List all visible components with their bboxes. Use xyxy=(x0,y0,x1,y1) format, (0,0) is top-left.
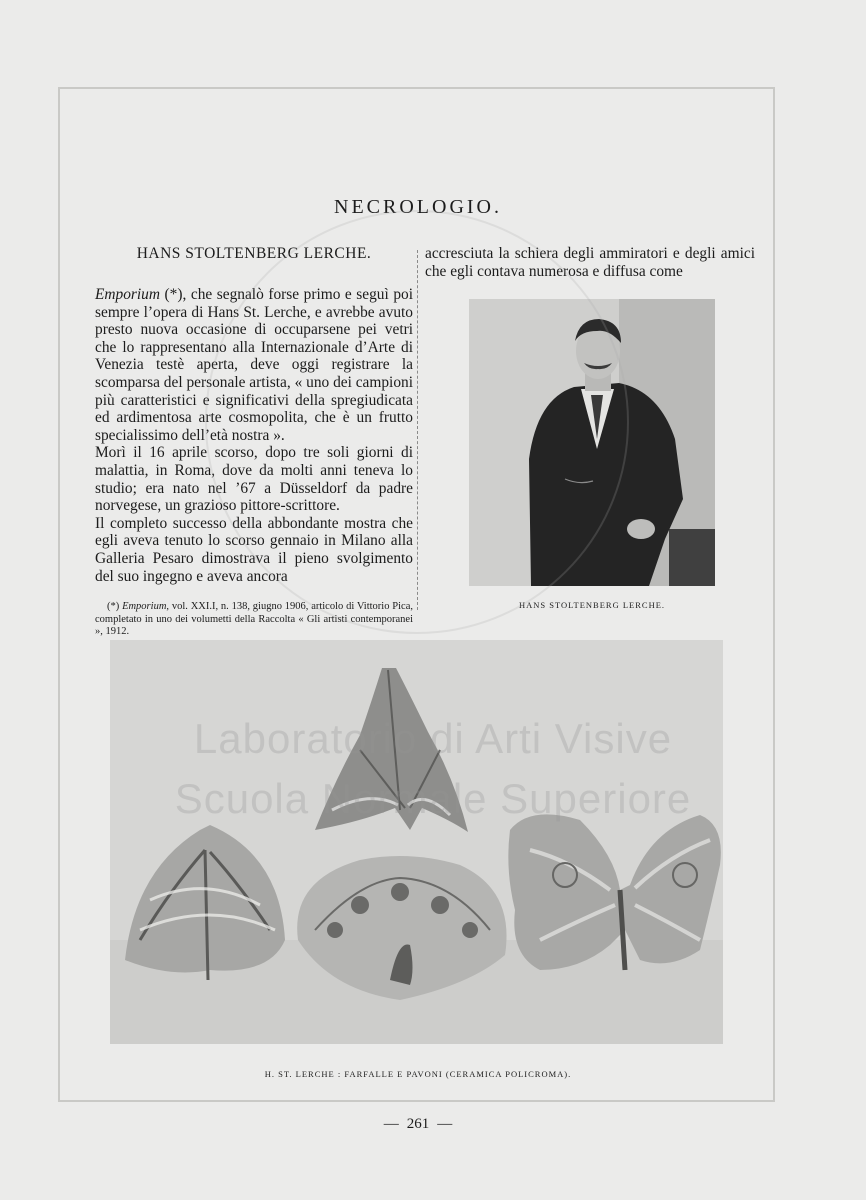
article-subheading: HANS STOLTENBERG LERCHE. xyxy=(136,245,372,262)
footnote-marker: (*) xyxy=(107,601,123,613)
page-number-dash-left: — xyxy=(383,1116,399,1132)
page-title: NECROLOGIO. xyxy=(334,196,502,219)
ceramics-photo xyxy=(110,640,723,1044)
ceramics-caption: H. ST. LERCHE : FARFALLE E PAVONI (CERAMICA POLICROMA). xyxy=(264,1069,572,1079)
watermark-line-2: Scuola Normale Superiore xyxy=(174,775,692,822)
ceramics-figures xyxy=(110,640,723,1044)
footnote-italic: Emporium xyxy=(122,601,167,613)
portrait-caption: HANS STOLTENBERG LERCHE. xyxy=(518,600,666,610)
paragraph-3-text: Il completo successo della abbondante mostra che egli aveva tenuto lo scorso gennaio in Milano alla Galleria Pesaro dimostrava il pieno svolgimento del suo ingegno e aveva ancora xyxy=(95,514,413,585)
watermark-seal xyxy=(205,210,629,634)
watermark-line-1: Laboratorio di Arti Visive xyxy=(193,715,673,762)
page-number xyxy=(0,1116,836,1133)
page-number-value: 261 xyxy=(406,1116,430,1132)
page-number-dash-right: — xyxy=(437,1116,453,1132)
footnote-text: , vol. XXI.I, n. 138, giugno 1906, articolo di Vittorio Pica, completato in uno dei volumetti della Raccolta « Gli artisti contemporanei », 1912. xyxy=(95,601,413,638)
paragraph-2-text: Morì il 16 aprile scorso, dopo tre soli giorni di malattia, in Roma, dove da molti anni teneva lo studio; era nato nel ’67 a Düsseldorf da padre norvegese, un grazioso pittore-scrittore. xyxy=(95,444,413,515)
paragraph-1-lead: Emporium xyxy=(95,286,160,303)
right-column-text: accresciuta la schiera degli ammiratori e degli amici che egli contava numerosa e diffusa come xyxy=(425,245,755,280)
paragraph-1-text: (*), che segnalò forse primo e seguì poi sempre l’opera di Hans St. Lerche, e avrebbe avuto presto nuova occasione di occuparsene pei vetri che lo rappresentano alla Internazionale d’Arte di Venezia testè aperta, deve oggi registrare la scomparsa del personale artista, « uno dei campioni più caratteristici e significativi della spregiudicata ed ardimentosa arte cosmopolita, che è un frutto specialissimo dell’età nostra ». xyxy=(95,286,413,444)
